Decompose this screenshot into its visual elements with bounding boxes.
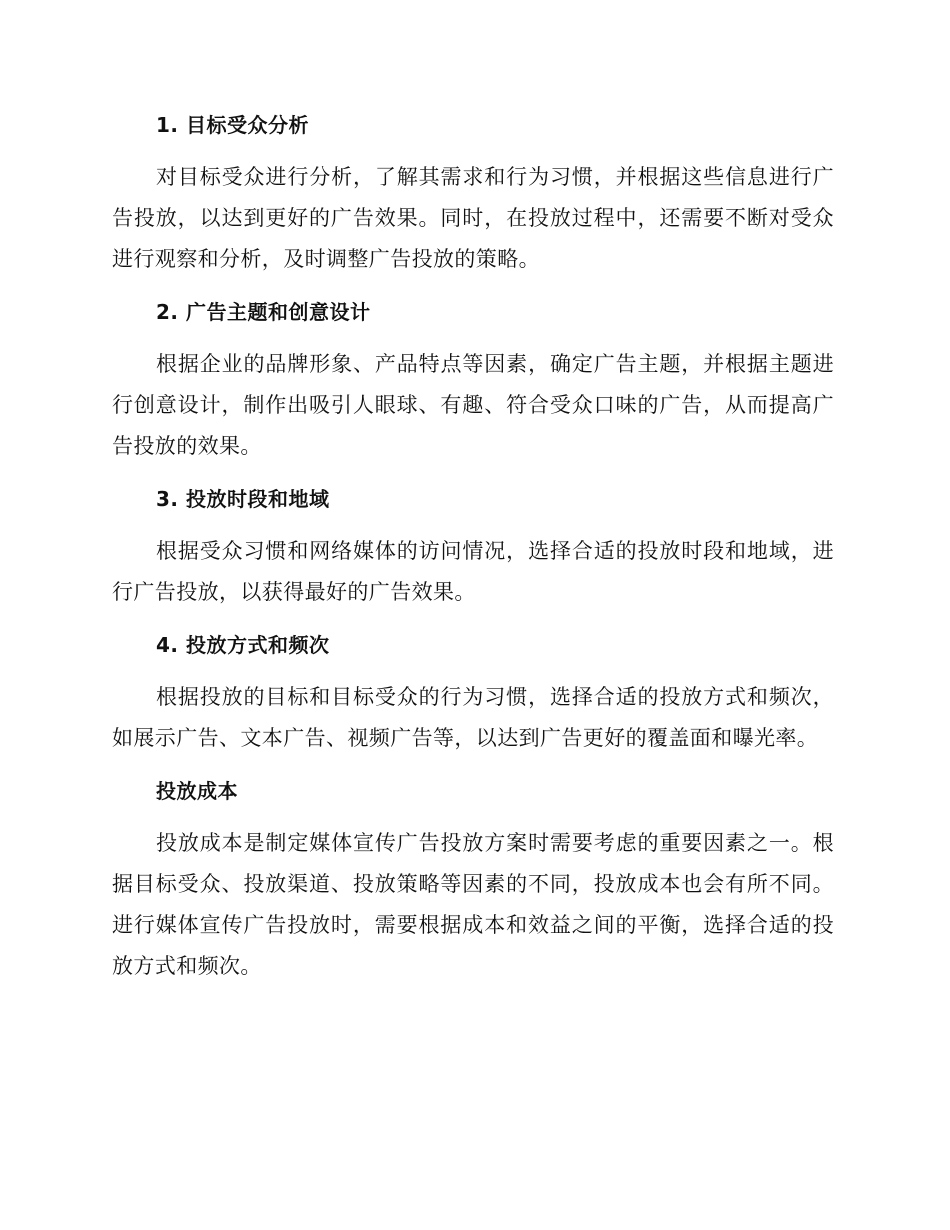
section-heading-cost: 投放成本 [156, 779, 238, 803]
section-body-cost: 投放成本是制定媒体宣传广告投放方案时需要考虑的重要因素之一。根据目标受众、投放渠道、投放策略等因素的不同，投放成本也会有所不同。进行媒体宣传广告投放时，需要根据成本和效益之间的平衡，选择合适的投放方式和频次。 [112, 831, 834, 978]
document-content [112, 105, 834, 999]
section-heading-ad-theme: 2. 广告主题和创意设计 [156, 300, 371, 324]
section-heading-method-frequency: 4. 投放方式和频次 [156, 633, 330, 657]
section-body-time-region: 根据受众习惯和网络媒体的访问情况，选择合适的投放时段和地域，进行广告投放，以获得最好的广告效果。 [112, 539, 834, 604]
section-heading-target-audience: 1. 目标受众分析 [156, 113, 309, 137]
section-body-target-audience: 对目标受众进行分析，了解其需求和行为习惯，并根据这些信息进行广告投放，以达到更好的广告效果。同时，在投放过程中，还需要不断对受众进行观察和分析，及时调整广告投放的策略。 [112, 165, 834, 271]
section-body-ad-theme: 根据企业的品牌形象、产品特点等因素，确定广告主题，并根据主题进行创意设计，制作出吸引人眼球、有趣、符合受众口味的广告，从而提高广告投放的效果。 [112, 352, 834, 458]
section-body-method-frequency: 根据投放的目标和目标受众的行为习惯，选择合适的投放方式和频次，如展示广告、文本广告、视频广告等，以达到广告更好的覆盖面和曝光率。 [112, 685, 834, 750]
section-heading-time-region: 3. 投放时段和地域 [156, 487, 330, 511]
